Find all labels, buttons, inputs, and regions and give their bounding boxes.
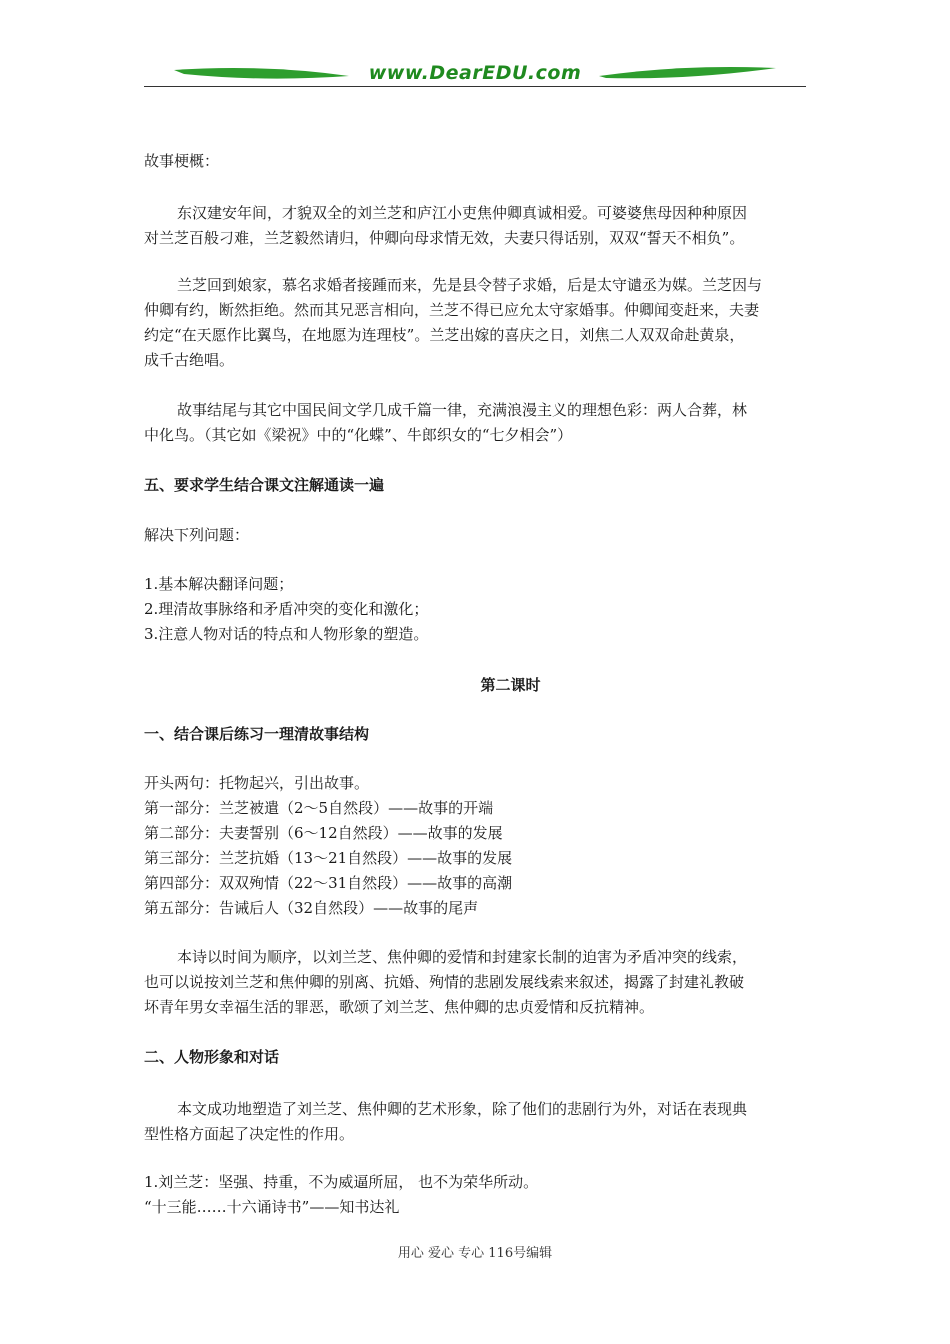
p4-line: 本诗以时间为顺序，以刘兰芝、焦仲卿的爱情和封建家长制的迫害为矛盾冲突的线索，: [177, 948, 748, 966]
paragraph-4: [144, 945, 808, 1020]
section-2-heading: 二、人物形象和对话: [144, 1048, 280, 1066]
p2-line: 仲卿有约，断然拒绝。然而其兄恶言相向，兰芝不得已应允太守家婚事。仲卿闻变赶来，夫妻: [144, 301, 760, 319]
paragraph-2: [144, 273, 808, 373]
structure-line: 第一部分：兰芝被遣（2～5自然段）——故事的开端: [144, 799, 494, 817]
section-1-heading: 一、结合课后练习一理清故事结构: [144, 725, 370, 743]
structure-line: 第五部分：告诫后人（32自然段）——故事的尾声: [144, 899, 479, 917]
page-footer: 用心 爱心 专心 116号编辑: [397, 1246, 553, 1261]
section-5-heading: 五、要求学生结合课文注解通读一遍: [144, 476, 385, 494]
list-item: 1.基本解决翻译问题；: [144, 575, 294, 593]
paragraph-1: [144, 201, 808, 251]
list-item: 2.理清故事脉络和矛盾冲突的变化和激化；: [144, 600, 429, 618]
lesson-2-heading: 第二课时: [480, 676, 541, 694]
paragraph-5: [144, 1097, 808, 1147]
p5-line: 本文成功地塑造了刘兰芝、焦仲卿的艺术形象，除了他们的悲剧行为外，对话在表现典: [177, 1100, 748, 1118]
list-item: 3.注意人物对话的特点和人物形象的塑造。: [144, 625, 429, 643]
p2-line: 约定“在天愿作比翼鸟，在地愿为连理枝”。兰芝出嫁的喜庆之日，刘焦二人双双命赴黄泉，: [144, 326, 745, 344]
structure-line: 第四部分：双双殉情（22～31自然段）——故事的高潮: [144, 874, 513, 892]
character-quote-line: “十三能……十六诵诗书”——知书达礼: [144, 1198, 400, 1216]
solve-label: 解决下列问题：: [144, 526, 250, 544]
p1-line: 东汉建安年间，才貌双全的刘兰芝和庐江小吏焦仲卿真诚相爱。可婆婆焦母因种种原因: [177, 204, 748, 222]
structure-line: 第二部分：夫妻誓别（6～12自然段）——故事的发展: [144, 824, 503, 842]
site-url: www.DearEDU.com: [368, 62, 582, 84]
structure-line: 开头两句：托物起兴，引出故事。: [144, 774, 370, 792]
p2-line: 成千古绝唱。: [144, 351, 235, 369]
p2-line: 兰芝回到娘家，慕名求婚者接踵而来，先是县令替子求婚，后是太守谴丞为媒。兰芝因与: [177, 276, 763, 294]
p4-line: 也可以说按刘兰芝和焦仲卿的别离、抗婚、殉情的悲剧发展线索来叙述，揭露了封建礼教破: [144, 973, 745, 991]
p5-line: 型性格方面起了决定性的作用。: [144, 1125, 355, 1143]
story-summary-label: 故事梗概：: [144, 152, 220, 170]
p3-line: 中化鸟。（其它如《梁祝》中的“化蝶”、牛郎织女的“七夕相会”）: [144, 426, 573, 444]
p3-line: 故事结尾与其它中国民间文学几成千篇一律，充满浪漫主义的理想色彩：两人合葬，林: [177, 401, 748, 419]
structure-line: 第三部分：兰芝抗婚（13～21自然段）——故事的发展: [144, 849, 513, 867]
p1-line: 对兰芝百般刁难，兰芝毅然请归，仲卿向母求情无效，夫妻只得话别，双双“誓天不相负”。: [144, 229, 745, 247]
paragraph-3: [144, 398, 808, 448]
header-rule: [144, 86, 806, 87]
character-line: 1.刘兰芝：坚强、持重，不为威逼所屈， 也不为荣华所动。: [144, 1173, 539, 1191]
p4-line: 坏青年男女幸福生活的罪恶，歌颂了刘兰芝、焦仲卿的忠贞爱情和反抗精神。: [144, 998, 655, 1016]
